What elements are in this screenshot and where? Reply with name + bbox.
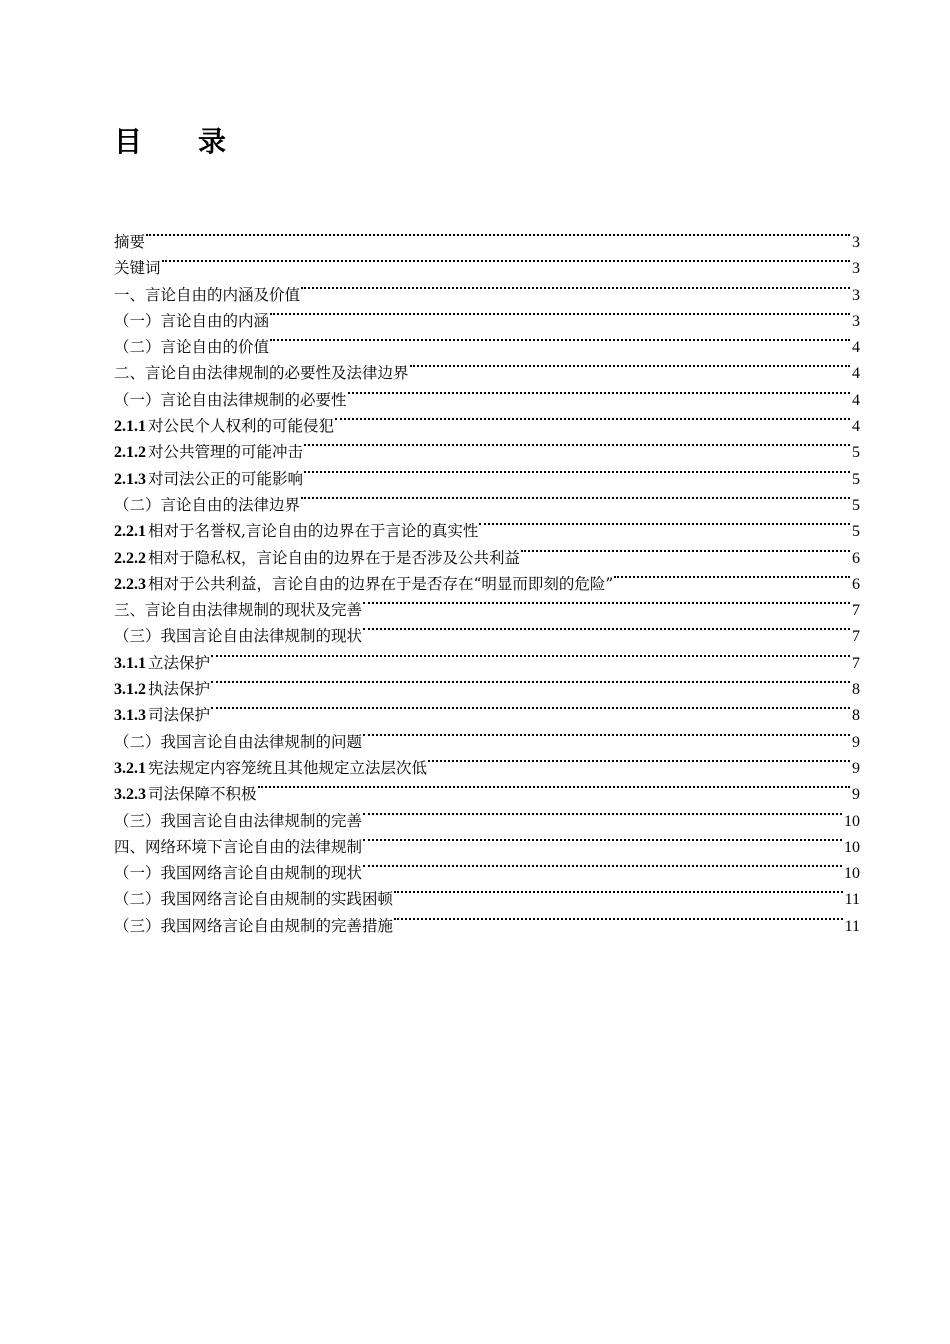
toc-page-number: 7: [852, 602, 860, 620]
toc-dot-leader: [301, 484, 850, 510]
toc-entry-text: （三）我国网络言论自由规制的完善措施: [114, 916, 394, 935]
toc-entry-text: 相对于公共利益，言论自由的边界在于是否存在“明显而即刻的危险”: [148, 574, 614, 593]
toc-dot-leader: [394, 905, 843, 931]
toc-page-number: 8: [852, 707, 860, 725]
toc-dot-leader: [363, 721, 850, 747]
toc-entry-text: 对公民个人权利的可能侵犯: [148, 417, 335, 436]
toc-entry-number: 2.1.2: [114, 444, 146, 462]
toc-page-number: 3: [852, 312, 860, 330]
toc-dot-leader: [428, 747, 850, 773]
toc-entry[interactable]: [114, 274, 860, 304]
toc-entry-number: 3.1.1: [114, 654, 146, 672]
toc-list: [114, 221, 860, 935]
toc-dot-leader: [270, 300, 850, 326]
toc-dot-leader: [270, 326, 850, 352]
toc-page-number: 5: [852, 523, 860, 541]
toc-dot-leader: [363, 826, 842, 852]
toc-page-number: 8: [852, 681, 860, 699]
toc-entry-number: 3.2.3: [114, 786, 146, 804]
toc-dot-leader: [304, 431, 850, 457]
toc-title: 目 录: [114, 125, 227, 158]
toc-page-number: 5: [852, 496, 860, 514]
toc-dot-leader: [614, 563, 850, 589]
toc-entry-text: 对司法公正的可能影响: [148, 469, 304, 488]
toc-entry-text: （一）我国网络言论自由规制的现状: [114, 864, 363, 883]
toc-page-number: 4: [852, 365, 860, 383]
toc-page-number: 3: [852, 260, 860, 278]
toc-entry-text: 相对于隐私权，言论自由的边界在于是否涉及公共利益: [148, 548, 521, 567]
toc-entry-text: 司法保障不积极: [148, 785, 257, 804]
toc-entry-text: 对公共管理的可能冲击: [148, 443, 304, 462]
toc-entry-number: 3.2.1: [114, 759, 146, 777]
toc-dot-leader: [363, 589, 850, 615]
toc-page-number: 4: [852, 339, 860, 357]
toc-page-number: 7: [852, 654, 860, 672]
toc-entry-text: 执法保护: [148, 680, 211, 699]
toc-page-number: 7: [852, 628, 860, 646]
toc-entry[interactable]: [114, 694, 860, 725]
toc-entry-text: （一）言论自由的内涵: [114, 311, 270, 330]
toc-entry-text: 宪法规定内容笼统且其他规定立法层次低: [148, 758, 428, 777]
toc-entry-number: 2.2.2: [114, 549, 146, 567]
toc-dot-leader: [211, 694, 850, 720]
toc-entry[interactable]: [114, 221, 860, 251]
toc-dot-leader: [363, 615, 850, 641]
toc-entry-text: （二）言论自由的价值: [114, 338, 270, 357]
toc-dot-leader: [335, 405, 850, 431]
toc-page-number: 9: [852, 759, 860, 777]
toc-dot-leader: [521, 537, 850, 563]
toc-entry-number: 2.2.1: [114, 523, 146, 541]
toc-page-number: 5: [852, 470, 860, 488]
toc-entry-text: （三）我国言论自由法律规制的完善: [114, 811, 363, 830]
toc-dot-leader: [146, 221, 850, 247]
toc-page-number: 4: [852, 391, 860, 409]
toc-dot-leader: [348, 379, 850, 405]
toc-entry[interactable]: [114, 668, 860, 699]
toc-entry-text: 关键词: [114, 259, 161, 278]
toc-entry-text: （三）我国言论自由法律规制的现状: [114, 627, 363, 646]
toc-entry-text: 司法保护: [148, 706, 211, 725]
toc-dot-leader: [479, 510, 850, 536]
toc-entry-text: 二、言论自由法律规制的必要性及法律边界: [114, 364, 409, 383]
toc-entry[interactable]: [114, 247, 860, 278]
toc-page-number: 11: [844, 917, 860, 935]
toc-entry-text: 相对于名誉权,言论自由的边界在于言论的真实性: [148, 522, 479, 541]
toc-entry-text: （二）我国言论自由法律规制的问题: [114, 732, 363, 751]
toc-entry-number: 2.2.3: [114, 575, 146, 593]
toc-entry-text: （二）我国网络言论自由规制的实践困顿: [114, 890, 394, 909]
toc-entry-number: 2.1.3: [114, 470, 146, 488]
toc-entry-number: 3.1.2: [114, 681, 146, 699]
toc-dot-leader: [162, 247, 850, 273]
toc-dot-leader: [410, 352, 850, 378]
toc-page-number: 10: [844, 812, 860, 830]
toc-page-number: 3: [852, 286, 860, 304]
toc-entry-text: 立法保护: [148, 653, 211, 672]
toc-page-number: 11: [844, 891, 860, 909]
toc-entry[interactable]: [114, 642, 860, 672]
toc-page-number: 4: [852, 418, 860, 436]
toc-entry-text: 摘要: [114, 233, 146, 251]
toc-entry-text: （一）言论自由法律规制的必要性: [114, 390, 347, 409]
toc-entry-number: 3.1.3: [114, 707, 146, 725]
toc-entry-text: 三、言论自由法律规制的现状及完善: [114, 601, 363, 620]
toc-dot-leader: [304, 458, 850, 484]
toc-page-number: 9: [852, 786, 860, 804]
toc-dot-leader: [211, 668, 850, 694]
toc-page-number: 10: [844, 838, 860, 856]
toc-page-number: 9: [852, 733, 860, 751]
toc-dot-leader: [301, 274, 850, 300]
toc-page-number: 10: [844, 865, 860, 883]
toc-dot-leader: [394, 878, 843, 904]
toc-entry-text: （二）言论自由的法律边界: [114, 495, 301, 514]
toc-page-number: 6: [852, 549, 860, 567]
toc-entry[interactable]: [114, 721, 860, 751]
toc-page-number: 3: [852, 234, 860, 251]
toc-entry-text: 一、言论自由的内涵及价值: [114, 285, 301, 304]
toc-dot-leader: [363, 800, 842, 826]
toc-page-number: 6: [852, 575, 860, 593]
toc-entry-number: 2.1.1: [114, 418, 146, 436]
toc-dot-leader: [211, 642, 850, 668]
toc-entry-text: 四、网络环境下言论自由的法律规制: [114, 837, 363, 856]
toc-dot-leader: [258, 773, 850, 799]
toc-dot-leader: [363, 852, 842, 878]
toc-page-number: 5: [852, 444, 860, 462]
